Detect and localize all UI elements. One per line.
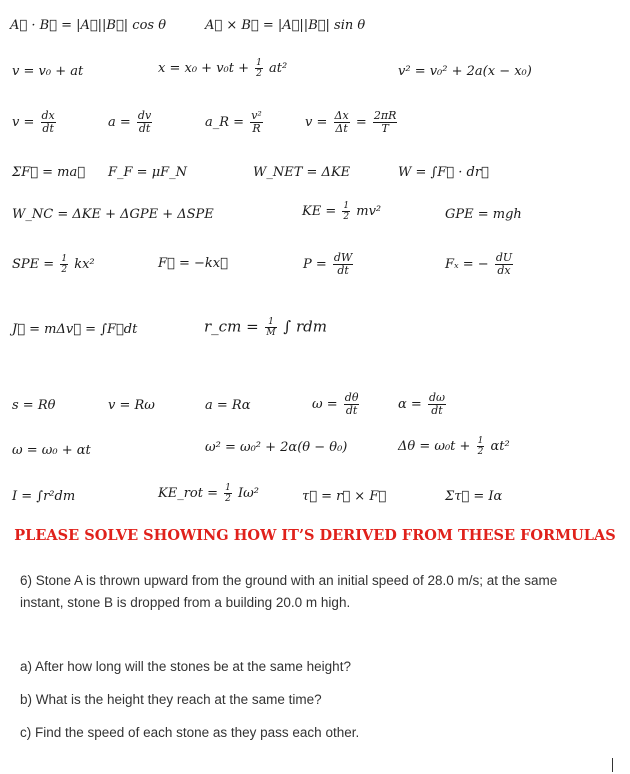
du-dx-fraction: [495, 252, 513, 277]
dv-dt-fraction: [137, 110, 152, 135]
torque-formula: τ⃗ = r⃗ × F⃗: [302, 489, 387, 504]
p-eq-label: P =: [303, 257, 327, 272]
arc-length-formula: s = Rθ: [12, 398, 56, 413]
equals-sign: =: [355, 115, 367, 130]
dv-numerator: dv: [137, 109, 152, 122]
angular-velocity-formula: [312, 392, 361, 417]
delta-t-denominator: Δt: [335, 122, 348, 135]
dx-dt-fraction: [41, 110, 56, 135]
newton-second-law-formula: ΣF⃗ = ma⃗: [12, 165, 86, 180]
v-eq-label: v =: [12, 115, 35, 130]
power-formula: [303, 252, 355, 277]
alpha-t2-term: αt²: [490, 439, 510, 454]
ke-half-fraction: [342, 201, 350, 222]
work-energy-formula: W_NET = ΔKE: [253, 165, 351, 180]
force-potential-formula: [445, 252, 515, 277]
dx-dt-delta-fraction: [334, 110, 350, 135]
angular-velocity-squared-formula: ω² = ω₀² + 2α(θ − θ₀): [205, 440, 348, 455]
mv2-term: mv²: [356, 204, 382, 219]
spe-half-denominator: 2: [61, 265, 68, 275]
dtheta-numerator: dθ: [344, 391, 359, 404]
dtheta-dt-fraction: [344, 392, 360, 417]
velocity-squared-formula: v² = v₀² + 2a(x − x₀): [398, 64, 532, 79]
position-formula-at2: at²: [269, 61, 288, 76]
ke-half-denominator: 2: [343, 212, 350, 222]
spe-half-numerator: 1: [61, 254, 68, 264]
work-integral-formula: W = ∫F⃗ · dr⃗: [398, 165, 489, 180]
nonconservative-work-formula: W_NC = ΔKE + ΔGPE + ΔSPE: [12, 207, 214, 222]
period-fraction: [373, 110, 398, 135]
angular-displacement-formula: [398, 436, 510, 457]
problem-statement-line-2: instant, stone B is dropped from a building 20.0 m high.: [20, 595, 351, 610]
rcm-eq-label: r_cm =: [204, 317, 259, 336]
ang-half-fraction: [477, 436, 485, 457]
v2-numerator: v²: [251, 109, 262, 122]
ke-eq-label: KE =: [302, 204, 337, 219]
position-formula: [158, 58, 287, 79]
t-denominator: T: [381, 122, 389, 135]
dx-numerator: dx: [41, 109, 55, 122]
ang-half-numerator: 1: [477, 436, 484, 446]
friction-formula: F_F = μF_N: [108, 165, 188, 180]
one-numerator: 1: [265, 317, 276, 328]
ang-half-denominator: 2: [477, 447, 484, 457]
fx-eq-label: Fₓ = −: [445, 257, 489, 272]
dt-denominator: dt: [42, 122, 54, 135]
tangential-acceleration-formula: a = Rα: [205, 398, 251, 413]
rot-half-numerator: 1: [225, 483, 231, 493]
v-eq2-label: v =: [305, 115, 328, 130]
part-b-question: b) What is the height they reach at the same time?: [20, 692, 322, 707]
moment-of-inertia-formula: I = ∫r²dm: [12, 489, 76, 504]
half-numerator: 1: [256, 58, 262, 68]
dot-product-formula: A⃗ · B⃗ = |A⃗||B⃗| cos θ: [10, 18, 167, 33]
dw-numerator: dW: [333, 251, 353, 264]
domega-dt-fraction: [428, 392, 446, 417]
spe-half-fraction: [60, 254, 68, 275]
half-denominator: 2: [256, 69, 262, 79]
r-denominator: R: [252, 122, 261, 135]
ar-eq-label: a_R =: [205, 115, 245, 130]
position-formula-lhs: x = x₀ + v₀t +: [158, 61, 249, 76]
rotational-ke-formula: [158, 483, 259, 504]
gravitational-pe-formula: GPE = mgh: [445, 207, 522, 222]
a-eq-label: a =: [108, 115, 131, 130]
part-a-question: a) After how long will the stones be at the same height?: [20, 659, 351, 674]
ke-rot-eq-label: KE_rot =: [158, 486, 218, 501]
impulse-formula: J⃗ = mΔv⃗ = ∫F⃗dt: [12, 322, 138, 337]
dw-dt-fraction: [333, 252, 353, 277]
part-c-question: c) Find the speed of each stone as they pass each other.: [20, 725, 360, 740]
kinetic-energy-formula: [302, 201, 381, 222]
torque-sum-formula: Στ⃗ = Iα: [445, 489, 503, 504]
hooke-law-formula: F⃗ = −kx⃗: [158, 256, 228, 271]
half-fraction: [255, 58, 263, 79]
acceleration-derivative-formula: [108, 110, 154, 135]
i-omega2-term: Iω²: [238, 486, 259, 501]
ke-half-numerator: 1: [343, 201, 350, 211]
omega-eq-label: ω =: [312, 397, 338, 412]
average-velocity-formula: [305, 110, 399, 135]
angular-acceleration-formula: [398, 392, 448, 417]
kx2-term: kx²: [74, 257, 95, 272]
alpha-eq-label: α =: [398, 397, 422, 412]
two-pi-r-numerator: 2πR: [373, 109, 397, 122]
spe-eq-label: SPE =: [12, 257, 55, 272]
cross-product-formula: A⃗ × B⃗ = |A⃗||B⃗| sin θ: [205, 18, 366, 33]
v2-r-fraction: [250, 110, 263, 135]
center-of-mass-formula: [204, 317, 327, 338]
centripetal-acceleration-formula: [205, 110, 265, 135]
spring-pe-formula: [12, 254, 95, 275]
dt-denominator: dt: [431, 404, 443, 417]
delta-x-numerator: Δx: [334, 109, 349, 122]
dt-denominator: dt: [345, 404, 358, 417]
rdm-term: ∫ rdm: [283, 317, 328, 336]
problem-statement-line-1: 6) Stone A is thrown upward from the ground with an initial speed of 28.0 m/s; at the same: [20, 573, 558, 588]
dx-denominator: dx: [497, 264, 511, 277]
velocity-time-formula: v = v₀ + at: [12, 64, 84, 79]
dt-denominator: dt: [337, 264, 349, 277]
du-numerator: dU: [495, 251, 513, 264]
velocity-derivative-formula: [12, 110, 58, 135]
dt-denominator: dt: [138, 122, 151, 135]
angular-velocity-time-formula: ω = ω₀ + αt: [12, 443, 91, 458]
m-denominator: M: [266, 328, 276, 338]
rot-half-fraction: [224, 483, 232, 504]
text-cursor: [612, 758, 613, 772]
one-over-m-fraction: [265, 317, 276, 338]
rot-half-denominator: 2: [225, 494, 231, 504]
instruction-banner: PLEASE SOLVE SHOWING HOW IT’S DERIVED FROM THESE FORMULAS: [14, 527, 616, 544]
tangential-velocity-formula: v = Rω: [108, 398, 155, 413]
domega-numerator: dω: [428, 391, 445, 404]
dtheta-eq-label: Δθ = ω₀t +: [398, 439, 471, 454]
